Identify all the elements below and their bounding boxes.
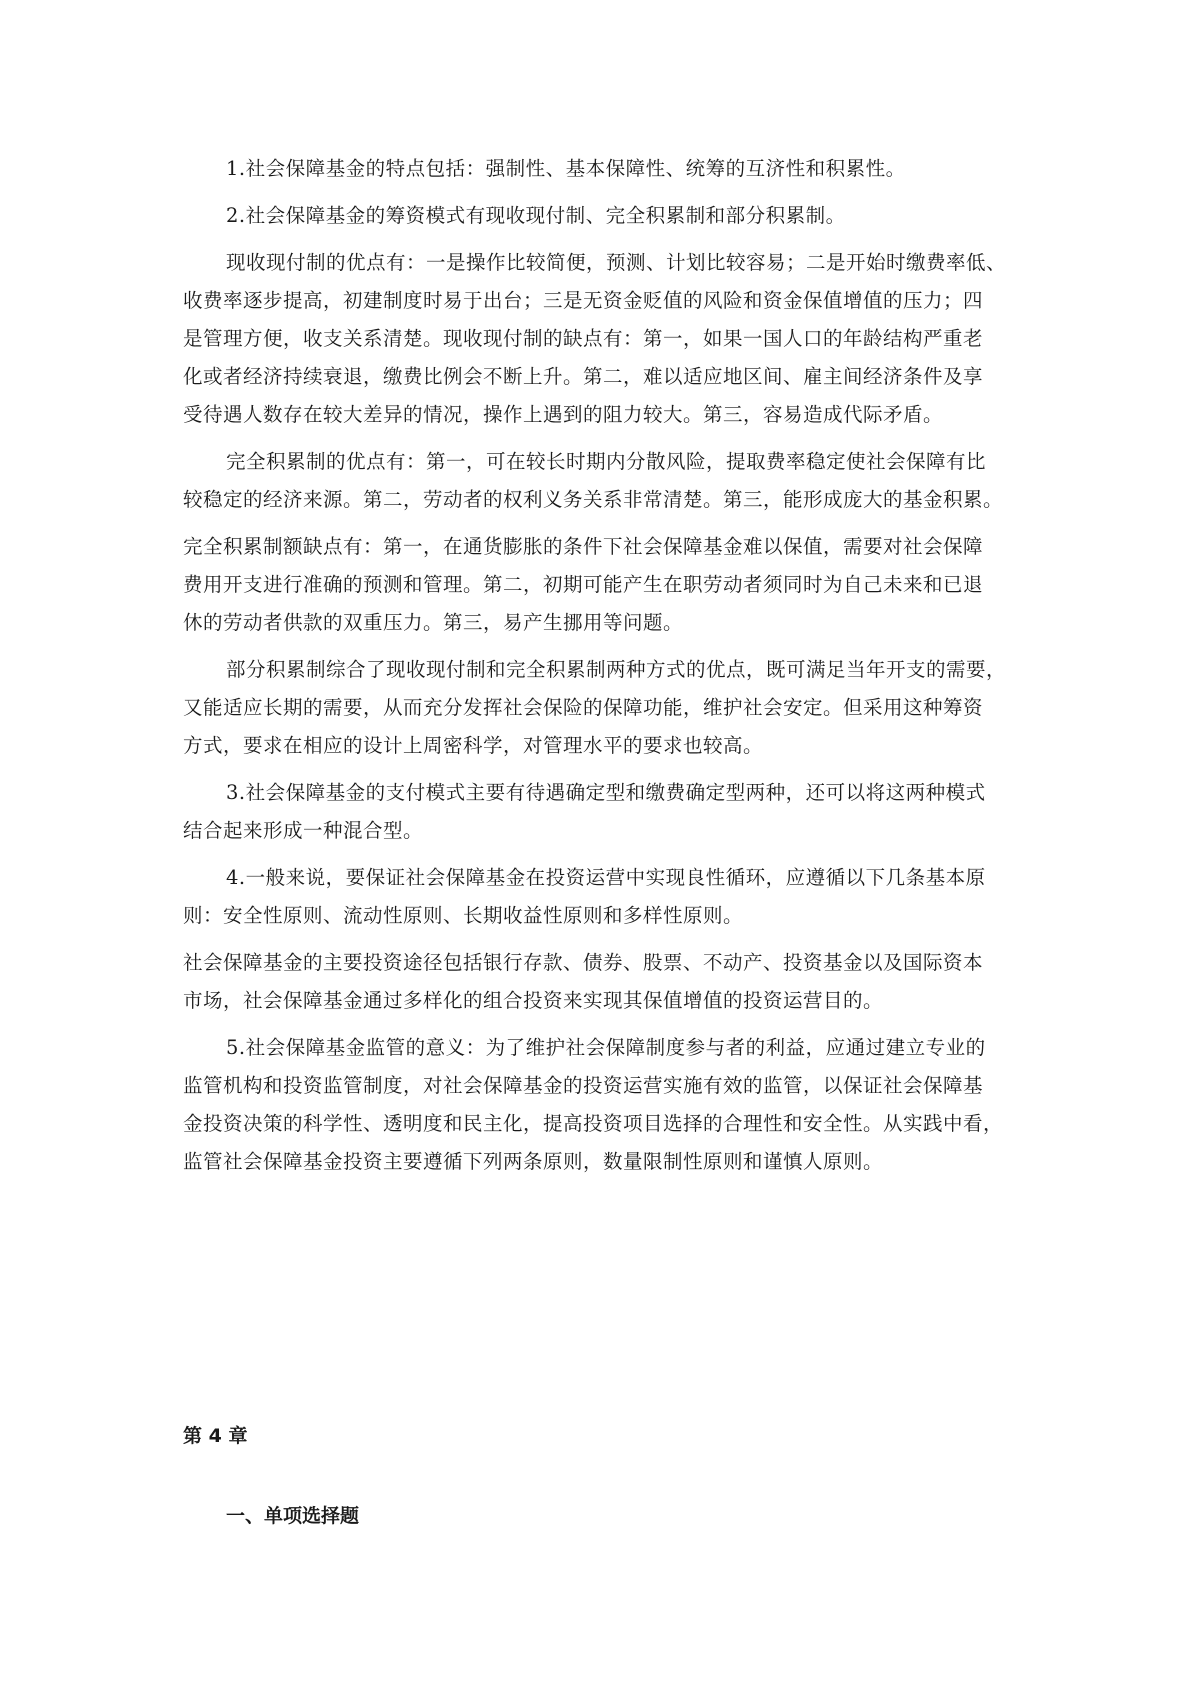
text-line: 受待遇人数存在较大差异的情况，操作上遇到的阻力较大。第三，容易造成代际矛盾。 <box>183 403 944 426</box>
paragraph <box>183 443 1023 519</box>
text-line: 2.社会保障基金的筹资模式有现收现付制、完全积累制和部分积累制。 <box>226 204 846 227</box>
paragraph-gap <box>183 935 1023 944</box>
paragraph-gap <box>183 235 1023 244</box>
paragraph <box>183 944 1023 1020</box>
section-heading: 一、单项选择题 <box>226 1505 360 1527</box>
paragraph <box>183 197 1023 235</box>
text-line: 监管机构和投资监管制度，对社会保障基金的投资运营实施有效的监管，以保证社会保障基 <box>183 1074 984 1097</box>
text-line: 结合起来形成一种混合型。 <box>183 819 424 842</box>
paragraph <box>183 150 1023 188</box>
chapter-heading: 第 4 章 <box>183 1425 248 1447</box>
text-line: 市场，社会保障基金通过多样化的组合投资来实现其保值增值的投资运营目的。 <box>183 989 884 1012</box>
text-line: 又能适应长期的需要，从而充分发挥社会保险的保障功能，维护社会安定。但采用这种筹资 <box>183 696 984 719</box>
paragraph <box>183 528 1023 642</box>
paragraph-gap <box>183 765 1023 774</box>
paragraph <box>183 244 1023 434</box>
paragraph-gap <box>183 434 1023 443</box>
text-line: 是管理方便，收支关系清楚。现收现付制的缺点有：第一，如果一国人口的年龄结构严重老 <box>183 327 984 350</box>
text-line: 费用开支进行准确的预测和管理。第二，初期可能产生在职劳动者须同时为自己未来和已退 <box>183 573 984 596</box>
paragraph-gap <box>183 850 1023 859</box>
text-line: 部分积累制综合了现收现付制和完全积累制两种方式的优点，既可满足当年开支的需要， <box>226 658 1007 681</box>
paragraph-gap <box>183 642 1023 651</box>
text-line: 5.社会保障基金监管的意义：为了维护社会保障制度参与者的利益，应通过建立专业的 <box>226 1036 986 1059</box>
answer-body-text <box>183 150 1023 1181</box>
text-line: 金投资决策的科学性、透明度和民主化，提高投资项目选择的合理性和安全性。从实践中看， <box>183 1112 1004 1135</box>
paragraph <box>183 859 1023 935</box>
text-line: 1.社会保障基金的特点包括：强制性、基本保障性、统筹的互济性和积累性。 <box>226 157 906 180</box>
text-line: 现收现付制的优点有：一是操作比较简便，预测、计划比较容易；二是开始时缴费率低、 <box>226 251 1007 274</box>
paragraph-gap <box>183 519 1023 528</box>
paragraph <box>183 774 1023 850</box>
paragraph <box>183 1029 1023 1181</box>
paragraph-gap <box>183 188 1023 197</box>
text-line: 完全积累制的优点有：第一，可在较长时期内分散风险，提取费率稳定使社会保障有比 <box>226 450 987 473</box>
text-line: 休的劳动者供款的双重压力。第三，易产生挪用等问题。 <box>183 611 684 634</box>
paragraph <box>183 651 1023 765</box>
text-line: 完全积累制额缺点有：第一，在通货膨胀的条件下社会保障基金难以保值，需要对社会保障 <box>183 535 984 558</box>
paragraph-gap <box>183 1020 1023 1029</box>
text-line: 收费率逐步提高，初建制度时易于出台；三是无资金贬值的风险和资金保值增值的压力；四 <box>183 289 984 312</box>
text-line: 较稳定的经济来源。第二，劳动者的权利义务关系非常清楚。第三，能形成庞大的基金积累。 <box>183 488 1004 511</box>
text-line: 4.一般来说，要保证社会保障基金在投资运营中实现良性循环，应遵循以下几条基本原 <box>226 866 986 889</box>
text-line: 监管社会保障基金投资主要遵循下列两条原则，数量限制性原则和谨慎人原则。 <box>183 1150 884 1173</box>
text-line: 化或者经济持续衰退，缴费比例会不断上升。第二，难以适应地区间、雇主间经济条件及享 <box>183 365 984 388</box>
text-line: 3.社会保障基金的支付模式主要有待遇确定型和缴费确定型两种，还可以将这两种模式 <box>226 781 986 804</box>
text-line: 社会保障基金的主要投资途径包括银行存款、债券、股票、不动产、投资基金以及国际资本 <box>183 951 984 974</box>
text-line: 则：安全性原则、流动性原则、长期收益性原则和多样性原则。 <box>183 904 744 927</box>
text-line: 方式，要求在相应的设计上周密科学，对管理水平的要求也较高。 <box>183 734 764 757</box>
